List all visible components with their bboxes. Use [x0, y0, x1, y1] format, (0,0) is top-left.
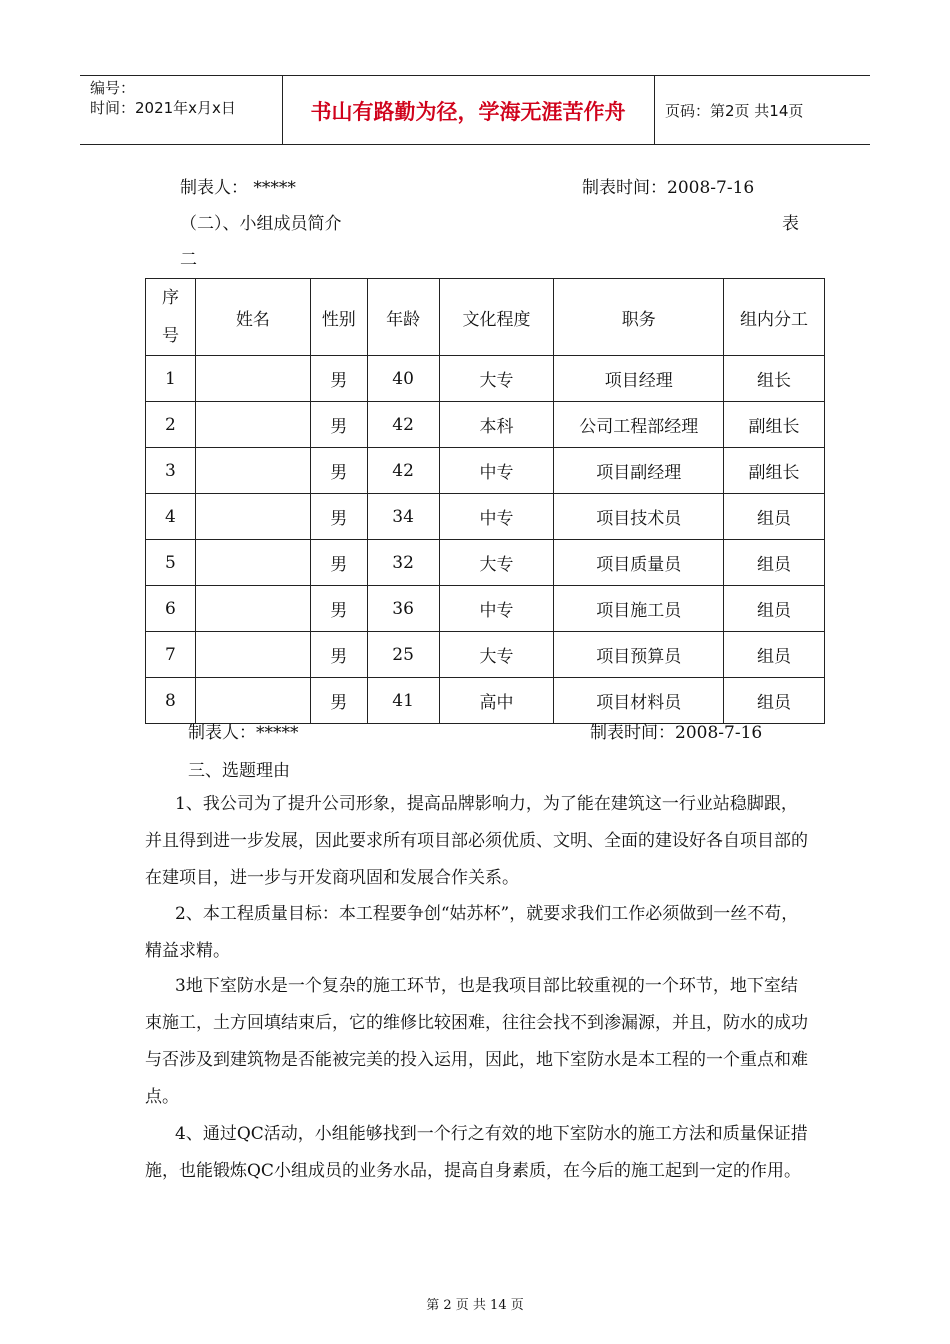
table-label-a: 表	[782, 214, 799, 234]
cell-education: 中专	[439, 494, 554, 540]
reason-paragraph-3: 3地下室防水是一个复杂的施工环节，也是我项目部比较重视的一个环节，地下室结束施工，土方回填结束后，它的维修比较困难，往往会找不到渗漏源，并且，防水的成功与否涉及到建筑物是否能被完美的投入运用，因此，地下室防水是本工程的一个重点和难点。	[145, 976, 808, 1107]
cell-age: 41	[367, 678, 439, 724]
table-maker-bottom: 制表人：*****	[188, 723, 299, 743]
cell-position: 项目材料员	[554, 678, 724, 724]
table-header-row	[146, 279, 825, 356]
cell-index: 5	[146, 540, 196, 586]
table-maker-top: 制表人： *****	[180, 178, 296, 198]
reason-paragraph-4: 4、通过QC活动，小组能够找到一个行之有效的地下室防水的施工方法和质量保证措施，也能锻炼QC小组成员的业务水品，提高自身素质，在今后的施工起到一定的作用。	[145, 1124, 808, 1181]
cell-gender: 男	[310, 494, 367, 540]
cell-role: 组员	[724, 494, 825, 540]
cell-position: 项目质量员	[554, 540, 724, 586]
cell-role: 副组长	[724, 402, 825, 448]
header-index: 序号	[146, 279, 196, 356]
cell-age: 36	[367, 586, 439, 632]
header-meta	[90, 78, 280, 118]
header-motto: 书山有路勤为径，学海无涯苦作舟	[310, 100, 626, 124]
cell-role: 组长	[724, 356, 825, 402]
cell-index: 7	[146, 632, 196, 678]
cell-education: 中专	[439, 586, 554, 632]
cell-name	[195, 678, 310, 724]
cell-gender: 男	[310, 678, 367, 724]
members-table	[145, 278, 825, 724]
cell-index: 2	[146, 402, 196, 448]
table-time-top: 制表时间：2008-7-16	[582, 178, 755, 198]
header-gender: 性别	[310, 279, 367, 356]
header-page-info: 页码：第2页 共14页	[665, 102, 804, 120]
table-row	[146, 402, 825, 448]
cell-position: 项目预算员	[554, 632, 724, 678]
cell-name	[195, 356, 310, 402]
cell-index: 6	[146, 586, 196, 632]
cell-gender: 男	[310, 448, 367, 494]
cell-role: 组员	[724, 678, 825, 724]
cell-role: 组员	[724, 632, 825, 678]
cell-education: 大专	[439, 540, 554, 586]
cell-role: 副组长	[724, 448, 825, 494]
cell-index: 4	[146, 494, 196, 540]
document-date: 时间：2021年x月x日	[90, 99, 236, 117]
table-label-b: 二	[180, 250, 197, 270]
cell-age: 25	[367, 632, 439, 678]
cell-role: 组员	[724, 586, 825, 632]
section-two-title: （二）、小组成员简介	[180, 214, 342, 234]
cell-position: 项目施工员	[554, 586, 724, 632]
cell-position: 公司工程部经理	[554, 402, 724, 448]
header-age: 年龄	[367, 279, 439, 356]
header-position: 职务	[554, 279, 724, 356]
table-row	[146, 540, 825, 586]
table-row	[146, 356, 825, 402]
header-divider	[654, 76, 655, 144]
section-three-title: 三、选题理由	[188, 761, 290, 781]
document-number-label: 编号：	[90, 79, 136, 97]
cell-education: 大专	[439, 632, 554, 678]
reason-paragraph-2: 2、本工程质量目标：本工程要争创“姑苏杯”，就要求我们工作必须做到一丝不苟，精益求精。	[145, 904, 799, 961]
table-row	[146, 586, 825, 632]
cell-name	[195, 402, 310, 448]
table-row	[146, 448, 825, 494]
cell-education: 本科	[439, 402, 554, 448]
cell-name	[195, 586, 310, 632]
cell-age: 42	[367, 402, 439, 448]
cell-gender: 男	[310, 402, 367, 448]
page-header	[80, 75, 870, 145]
cell-education: 中专	[439, 448, 554, 494]
reason-paragraph-1: 1、我公司为了提升公司形象，提高品牌影响力，为了能在建筑这一行业站稳脚跟，并且得到进一步发展，因此要求所有项目部必须优质、文明、全面的建设好各自项目部的在建项目，进一步与开发商巩固和发展合作关系。	[145, 794, 808, 888]
cell-age: 34	[367, 494, 439, 540]
table-row	[146, 632, 825, 678]
cell-name	[195, 494, 310, 540]
cell-age: 32	[367, 540, 439, 586]
table-row	[146, 678, 825, 724]
cell-index: 8	[146, 678, 196, 724]
cell-age: 40	[367, 356, 439, 402]
cell-gender: 男	[310, 586, 367, 632]
cell-position: 项目经理	[554, 356, 724, 402]
header-education: 文化程度	[439, 279, 554, 356]
page-footer: 第 2 页 共 14 页	[426, 1298, 524, 1313]
cell-gender: 男	[310, 356, 367, 402]
cell-position: 项目技术员	[554, 494, 724, 540]
cell-index: 1	[146, 356, 196, 402]
cell-gender: 男	[310, 540, 367, 586]
cell-name	[195, 448, 310, 494]
cell-name	[195, 540, 310, 586]
cell-education: 高中	[439, 678, 554, 724]
cell-role: 组员	[724, 540, 825, 586]
cell-index: 3	[146, 448, 196, 494]
cell-gender: 男	[310, 632, 367, 678]
cell-position: 项目副经理	[554, 448, 724, 494]
cell-education: 大专	[439, 356, 554, 402]
cell-name	[195, 632, 310, 678]
table-time-bottom: 制表时间：2008-7-16	[590, 723, 763, 743]
header-name: 姓名	[195, 279, 310, 356]
table-row	[146, 494, 825, 540]
header-role: 组内分工	[724, 279, 825, 356]
cell-age: 42	[367, 448, 439, 494]
